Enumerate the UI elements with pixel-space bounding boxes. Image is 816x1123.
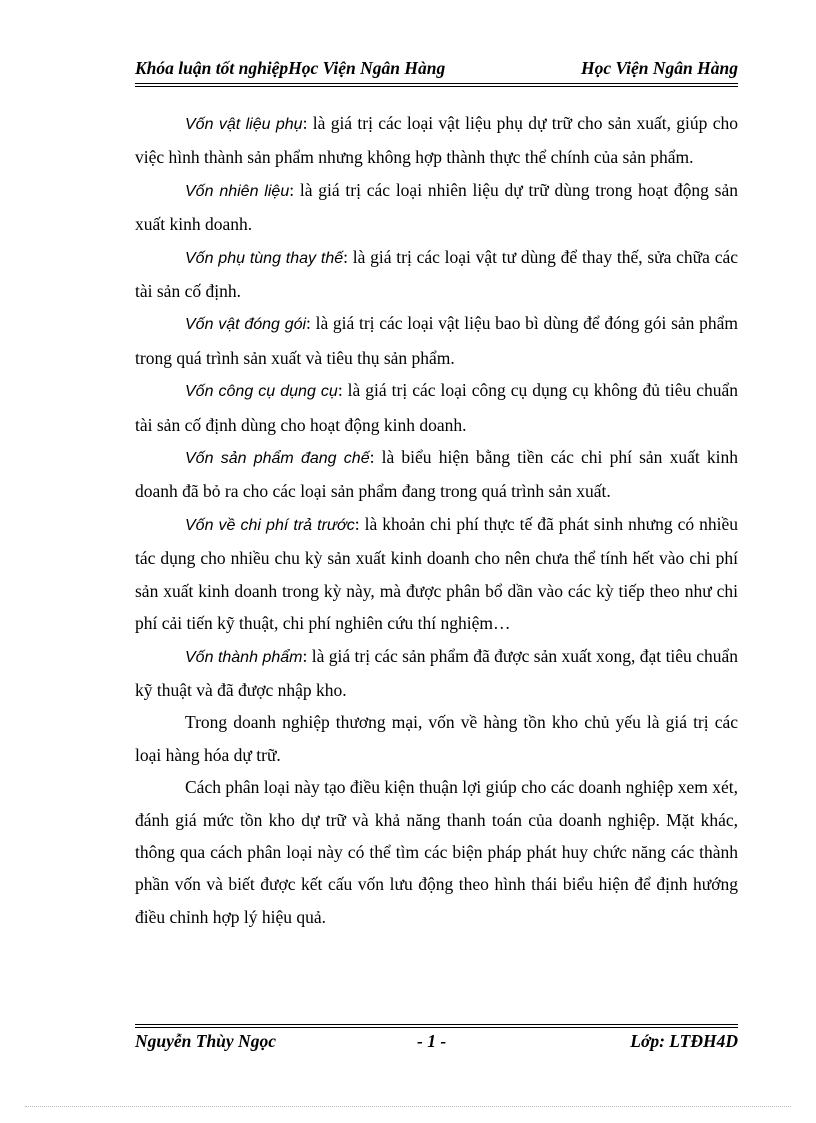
paragraph	[135, 174, 738, 241]
term: Vốn về chi phí trả trước	[185, 516, 355, 534]
footer-rule-double	[135, 1027, 738, 1028]
page-header	[135, 58, 738, 82]
header-institution: Học Viện Ngân Hàng	[580, 58, 738, 78]
header-title: Khóa luận tốt nghiệpHọc Viện Ngân Hàng	[135, 58, 446, 78]
paragraph-text: : là giá trị các loại vật liệu phụ dự trữ cho sản xuất, giúp cho việc hình thành sản phẩm nhưng không hợp thành thực thể chính của sản phẩm.	[135, 113, 739, 168]
paragraph-text: : là khoản chi phí thực tế đã phát sinh nhưng có nhiều tác dụng cho nhiều chu kỳ sản xuất kinh doanh cho nên chưa thể tính hết vào chi phí sản xuất kinh doanh trong kỳ này, mà được phân bổ dần vào các kỳ tiếp theo như chi phí cải tiến kỹ thuật, chi phí nghiên cứu thí nghiệm…	[135, 513, 739, 634]
header-rule-double	[135, 86, 738, 87]
paragraph	[135, 640, 738, 707]
paragraph-text: : là giá trị các loại nhiên liệu dự trữ dùng trong hoạt động sản xuất kinh doanh.	[135, 179, 738, 235]
header-rule	[135, 83, 738, 84]
paragraph	[135, 771, 738, 933]
paragraph	[135, 508, 738, 640]
page-number: - 1 -	[417, 1031, 447, 1051]
paragraph	[135, 307, 738, 374]
paragraph-text: : là giá trị các sản phẩm đã được sản xuất xong, đạt tiêu chuẩn kỹ thuật và đã được nhập kho.	[135, 645, 738, 700]
paragraph-text: : là giá trị các loại vật tư dùng để thay thế, sửa chữa các tài sản cố định.	[135, 246, 738, 302]
paragraph-text: : là giá trị các loại vật liệu bao bì dùng để đóng gói sản phẩm trong quá trình sản xuất và tiêu thụ sản phẩm.	[135, 313, 738, 368]
paragraph	[135, 241, 738, 308]
paragraph	[135, 374, 738, 441]
body-text	[135, 107, 738, 933]
term: Vốn vật đóng gói	[185, 316, 307, 334]
paragraph-text: : là biểu hiện bằng tiền các chi phí sản xuất kinh doanh đã bỏ ra cho các loại sản phẩm đang trong quá trình sản xuất.	[135, 447, 738, 502]
paragraph	[135, 107, 738, 174]
term: Vốn nhiên liệu	[185, 182, 290, 200]
page-edge-divider	[25, 1106, 791, 1107]
term: Vốn sản phẩm đang chế	[185, 450, 370, 468]
paragraph	[135, 441, 738, 508]
paragraph-text: Trong doanh nghiệp thương mại, vốn về hàng tồn kho chủ yếu là giá trị các loại hàng hóa dự trữ.	[135, 712, 738, 765]
term: Vốn vật liệu phụ	[185, 116, 303, 133]
term: Vốn công cụ dụng cụ	[185, 383, 338, 401]
paragraph-text: Cách phân loại này tạo điều kiện thuận lợi giúp cho các doanh nghiệp xem xét, đánh giá mức tồn kho dự trữ và khả năng thanh toán của doanh nghiệp. Mặt khác, thông qua cách phân loại này có thể tìm các biện pháp phát huy chức năng các thành phần vốn và biết được kết cấu vốn lưu động theo hình thái biểu hiện để định hướng điều chỉnh hợp lý hiệu quả.	[135, 777, 738, 927]
page-footer	[135, 1031, 738, 1055]
term: Vốn phụ tùng thay thế	[185, 249, 344, 267]
footer-class: Lớp: LTĐH4D	[630, 1031, 738, 1051]
footer-author: Nguyễn Thùy Ngọc	[135, 1031, 276, 1051]
paragraph-text: : là giá trị các loại công cụ dụng cụ không đủ tiêu chuẩn tài sản cố định dùng cho hoạt động kinh doanh.	[135, 380, 738, 435]
term: Vốn thành phẩm	[185, 648, 303, 666]
paragraph	[135, 706, 738, 771]
footer-rule	[135, 1024, 738, 1025]
